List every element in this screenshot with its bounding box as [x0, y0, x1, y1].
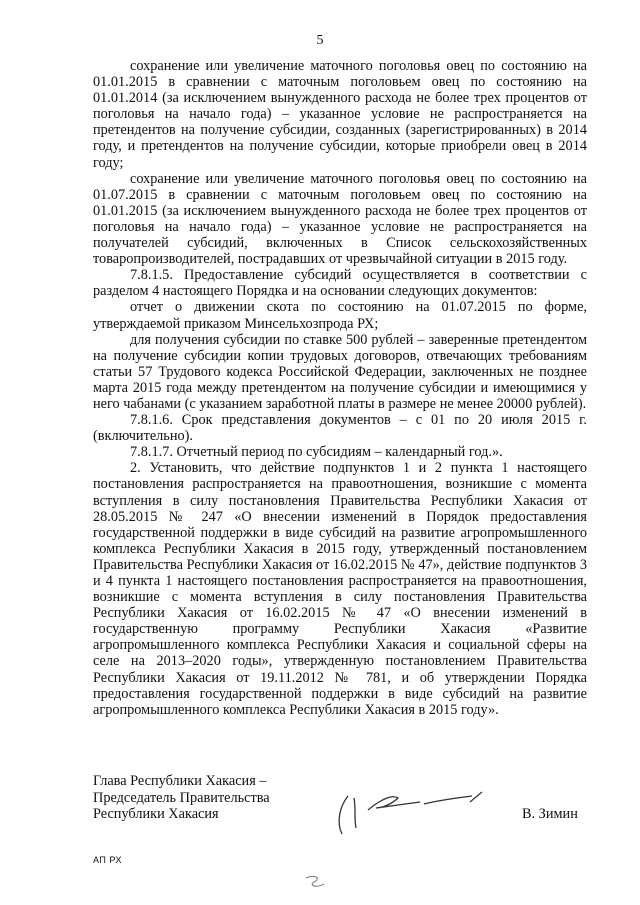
scribble-mark: [300, 872, 330, 892]
handwritten-signature: [320, 778, 490, 848]
paragraph: 7.8.1.7. Отчетный период по субсидиям – календарный год.».: [130, 444, 503, 461]
paragraph: для получения субсидии по ставке 500 рублей – заверенные претендентом на получение субсидии копии трудовых договоров, отвечающих требованиям статьи 57 Трудового кодекса Российской Федерации, заключенных не позднее марта 2015 года между претендентом на получение субсидии и имеющимися у него чабанами (с указанием заработной платы в размере не менее 20000 рублей).: [93, 331, 587, 412]
page-number: 5: [316, 33, 324, 48]
signatory-title: [93, 773, 270, 823]
signatory-title-line: Республики Хакасия: [93, 806, 219, 822]
signer-name: В. Зимин: [522, 806, 578, 822]
paragraph: сохранение или увеличение маточного поголовья овец по состоянию на 01.07.2015 в сравнении с маточным поголовьем овец по состоянию на 01.01.2015 (за исключением вынужденного расхода не более трех процентов от поголовья на начало года) – указанное условие не распространяется на получателей субсидий, включенных в Список сельскохозяйственных товаропроизводителей, пострадавших от чрезвычайной ситуации в 2015 году.: [93, 170, 587, 268]
paragraph: 7.8.1.6. Срок представления документов – с 01 по 20 июля 2015 г. (включительно).: [93, 412, 587, 445]
signatory-title-line: Глава Республики Хакасия –: [93, 773, 267, 789]
signatory-title-line: Председатель Правительства: [93, 789, 270, 806]
document-body: [93, 58, 587, 718]
paragraph: 2. Установить, что действие подпунктов 1 и 2 пункта 1 настоящего постановления распространяется на правоотношения, возникшие с момента вступления в силу постановления Правительства Республики Хакасия от 28.05.2015 № 247 «О внесении изменений в Порядок предоставления государственной поддержки в виде субсидий на развитие агропромышленного комплекса Республики Хакасия в 2015 году, утвержденный постановлением Правительства Республики Хакасия от 16.02.2015 № 47», действие подпунктов 3 и 4 пункта 1 настоящего постановления распространяется на правоотношения, возникшие с момента вступления в силу постановления Правительства Республики Хакасия от 16.02.2015 № 47 «О внесении изменений в государственную программу Республики Хакасия «Развитие агропромышленного комплекса Республики Хакасия и социальной сферы на селе на 2013–2020 годы», утвержденную постановлением Правительства Республики Хакасия от 19.11.2012 № 781, и об утверждении Порядка предоставления государственной поддержки в виде субсидий на развитие агропромышленного комплекса Республики Хакасия в 2015 году».: [93, 460, 587, 718]
paragraph: отчет о движении скота по состоянию на 01.07.2015 по форме, утверждаемой приказом Минсельхозпрода РХ;: [93, 299, 587, 332]
footer-code: АП РХ: [93, 855, 122, 865]
paragraph: сохранение или увеличение маточного поголовья овец по состоянию на 01.01.2015 в сравнении с маточным поголовьем овец по состоянию на 01.01.2014 (за исключением вынужденного расхода не более трех процентов от поголовья на начало года) – указанное условие не распространяется на претендентов на получение субсидии, созданных (зарегистрированных) в 2014 году, и претендентов на получение субсидии, которые приобрели овец в 2014 году;: [93, 58, 587, 171]
paragraph: 7.8.1.5. Предоставление субсидий осуществляется в соответствии с разделом 4 настоящего Порядка и на основании следующих документов:: [93, 267, 587, 300]
